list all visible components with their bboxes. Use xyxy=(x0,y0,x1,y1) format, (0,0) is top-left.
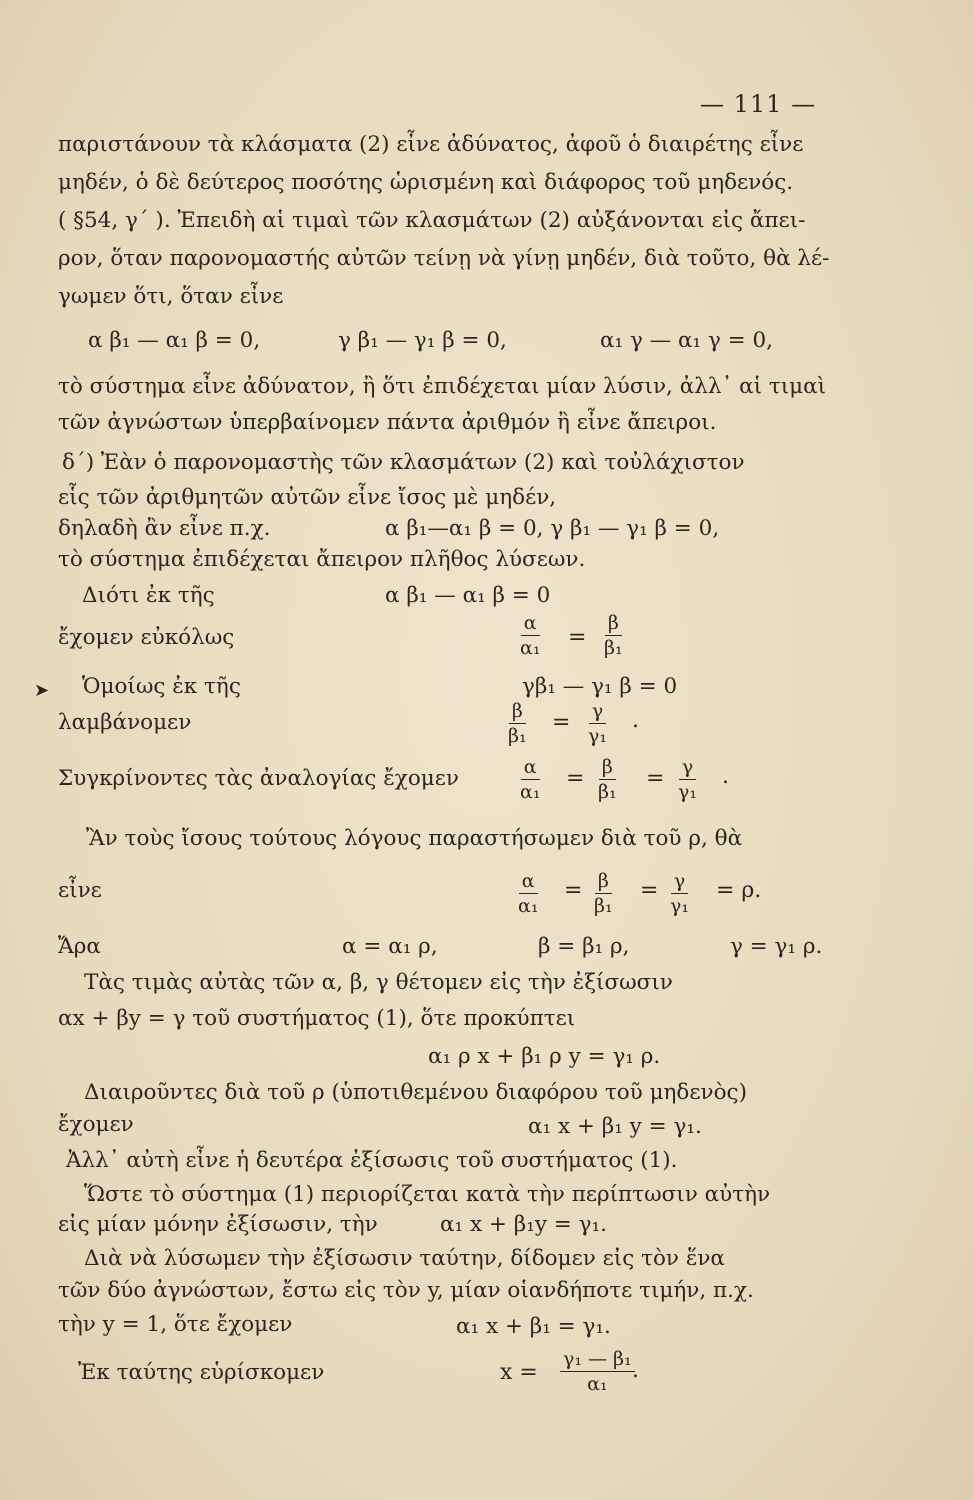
fraction xyxy=(518,872,538,916)
period: . xyxy=(632,708,639,733)
text-line: Ὥστε τὸ σύστημα (1) περιορίζεται κατὰ τὴν περίπτωσιν αὐτὴν xyxy=(84,1182,771,1207)
equation: γβ₁ — γ₁ β = 0 xyxy=(522,674,678,699)
fraction-denominator: γ₁ xyxy=(588,725,607,747)
fraction-numerator: β xyxy=(595,872,612,894)
text-line: εἰς μίαν μόνην ἐξίσωσιν, τὴν xyxy=(58,1212,378,1237)
fraction-numerator: β xyxy=(599,758,616,780)
equation: α₁ x + β₁ y = γ₁. xyxy=(528,1114,702,1139)
fraction-denominator: γ₁ xyxy=(670,895,689,917)
equals-sign: = xyxy=(646,766,665,791)
equals-sign: = xyxy=(552,710,571,735)
fraction xyxy=(588,702,607,746)
text-line: Συγκρίνοντες τὰς ἀναλογίας ἔχομεν xyxy=(58,766,459,791)
text-line: παριστάνουν τὰ κλάσματα (2) εἶνε ἀδύνατος, ἀφοῦ ὁ διαιρέτης εἶνε xyxy=(58,132,804,157)
fraction-denominator: β₁ xyxy=(604,637,623,659)
fraction-numerator: β xyxy=(605,614,622,636)
fraction-numerator: α xyxy=(519,872,538,894)
text-line: λαμβάνομεν xyxy=(58,710,192,735)
equation: α = α₁ ρ, xyxy=(342,934,438,959)
text-line: τὸ σύστημα εἶνε ἀδύνατον, ἢ ὅτι ἐπιδέχεται μίαν λύσιν, ἀλλ᾽ αἱ τιμαὶ xyxy=(58,374,827,399)
equation: α₁ x + β₁y = γ₁. xyxy=(440,1212,607,1237)
fraction xyxy=(508,702,527,746)
text-line: ρον, ὅταν παρονομαστής αὐτῶν τείνῃ νὰ γίνῃ μηδέν, διὰ τοῦτο, θὰ λέ- xyxy=(58,246,830,271)
fraction-denominator: α₁ xyxy=(518,895,539,917)
text-line: τὴν y = 1, ὅτε ἔχομεν xyxy=(58,1312,293,1337)
equation: α β₁—α₁ β = 0, γ β₁ — γ₁ β = 0, xyxy=(385,516,720,541)
text-line: Ἄρα xyxy=(58,934,101,959)
period: . xyxy=(722,764,729,789)
fraction xyxy=(670,872,689,916)
fraction-numerator: γ xyxy=(671,872,688,894)
fraction-denominator: α₁ xyxy=(520,637,541,659)
text-line: γωμεν ὅτι, ὅταν εἶνε xyxy=(58,284,284,309)
fraction xyxy=(604,614,623,658)
equation: α₁ ρ x + β₁ ρ y = γ₁ ρ. xyxy=(428,1044,661,1069)
text-line: Διότι ἐκ τῆς xyxy=(82,583,215,608)
fraction xyxy=(594,872,613,916)
fraction xyxy=(520,614,540,658)
text-line: Ἂν τοὺς ἴσους τούτους λόγους παραστήσωμεν διὰ τοῦ ρ, θὰ xyxy=(86,826,743,851)
equation: β = β₁ ρ, xyxy=(538,934,630,959)
equation: γ = γ₁ ρ. xyxy=(730,934,823,959)
equals-sign: = xyxy=(566,766,585,791)
equals-sign: = xyxy=(568,625,587,650)
fraction xyxy=(678,758,697,802)
text-line: Διαιροῦντες διὰ τοῦ ρ (ὑποτιθεμένου διαφόρου τοῦ μηδενὸς) xyxy=(84,1080,747,1105)
fraction-denominator: γ₁ xyxy=(678,781,697,803)
equation-end: = ρ. xyxy=(716,878,762,903)
text-line: Ἀλλ᾽ αὐτὴ εἶνε ἡ δευτέρα ἐξίσωσις τοῦ συστήματος (1). xyxy=(66,1148,678,1173)
equation: α β₁ — α₁ β = 0 xyxy=(385,583,551,608)
fraction-numerator: α xyxy=(521,614,540,636)
fraction-numerator: γ₁ — β₁ xyxy=(560,1350,635,1372)
fraction xyxy=(520,758,540,802)
hand-marker-icon: ➤ xyxy=(34,680,50,701)
fraction xyxy=(560,1350,635,1394)
text-line: τῶν ἀγνώστων ὑπερβαίνομεν πάντα ἀριθμόν ἢ εἶνε ἄπειροι. xyxy=(58,410,717,435)
fraction-denominator: β₁ xyxy=(594,895,613,917)
fraction-denominator: β₁ xyxy=(508,725,527,747)
equation: α β₁ — α₁ β = 0, xyxy=(88,328,261,353)
text-line: εἷς τῶν ἀριθμητῶν αὐτῶν εἶνε ἴσος μὲ μηδέν, xyxy=(58,485,557,510)
equation: α₁ γ — α₁ γ = 0, xyxy=(600,328,774,353)
equation: α₁ x + β₁ = γ₁. xyxy=(456,1314,611,1339)
fraction-numerator: β xyxy=(509,702,526,724)
fraction-denominator: α₁ xyxy=(520,781,541,803)
text-line: μηδέν, ὁ δὲ δεύτερος ποσότης ὡρισμένη καὶ διάφορος τοῦ μηδενός. xyxy=(58,170,794,195)
text-line: Ὁμοίως ἐκ τῆς xyxy=(82,674,241,699)
text-line: τὸ σύστημα ἐπιδέχεται ἄπειρον πλῆθος λύσεων. xyxy=(58,547,586,572)
fraction-denominator: α₁ xyxy=(587,1373,608,1395)
fraction-numerator: γ xyxy=(679,758,696,780)
fraction-denominator: β₁ xyxy=(598,781,617,803)
text-line: δ´) Ἐὰν ὁ παρονομαστὴς τῶν κλασμάτων (2) καὶ τοὐλάχιστον xyxy=(62,450,745,475)
text-line: αx + βy = γ τοῦ συστήματος (1), ὅτε προκύπτει xyxy=(58,1006,576,1031)
text-line: τῶν δύο ἀγνώστων, ἔστω εἰς τὸν y, μίαν οἱανδήποτε τιμήν, π.χ. xyxy=(58,1278,754,1303)
text-line: Τὰς τιμὰς αὐτὰς τῶν α, β, γ θέτομεν εἰς τὴν ἐξίσωσιν xyxy=(84,970,673,995)
text-line: εἶνε xyxy=(58,878,102,903)
equals-sign: = xyxy=(564,878,583,903)
text-line: ἔχομεν εὐκόλως xyxy=(58,625,235,650)
equation: γ β₁ — γ₁ β = 0, xyxy=(338,328,507,353)
text-line: Διὰ νὰ λύσωμεν τὴν ἐξίσωσιν ταύτην, δίδομεν εἰς τὸν ἕνα xyxy=(84,1246,725,1271)
text-line: δηλαδὴ ἂν εἶνε π.χ. xyxy=(58,516,271,541)
page-number: — 111 — xyxy=(700,90,817,118)
text-line: Ἐκ ταύτης εὑρίσκομεν xyxy=(78,1360,325,1385)
equals-sign: = xyxy=(640,878,659,903)
fraction xyxy=(598,758,617,802)
period: . xyxy=(632,1358,639,1383)
fraction-numerator: α xyxy=(521,758,540,780)
text-line: ἔχομεν xyxy=(58,1112,134,1137)
fraction-numerator: γ xyxy=(589,702,606,724)
text-line: ( §54, γ´ ). Ἐπειδὴ αἱ τιμαὶ τῶν κλασμάτων (2) αὐξάνονται εἰς ἄπει- xyxy=(58,208,806,233)
equation-lhs: x = xyxy=(500,1360,538,1385)
